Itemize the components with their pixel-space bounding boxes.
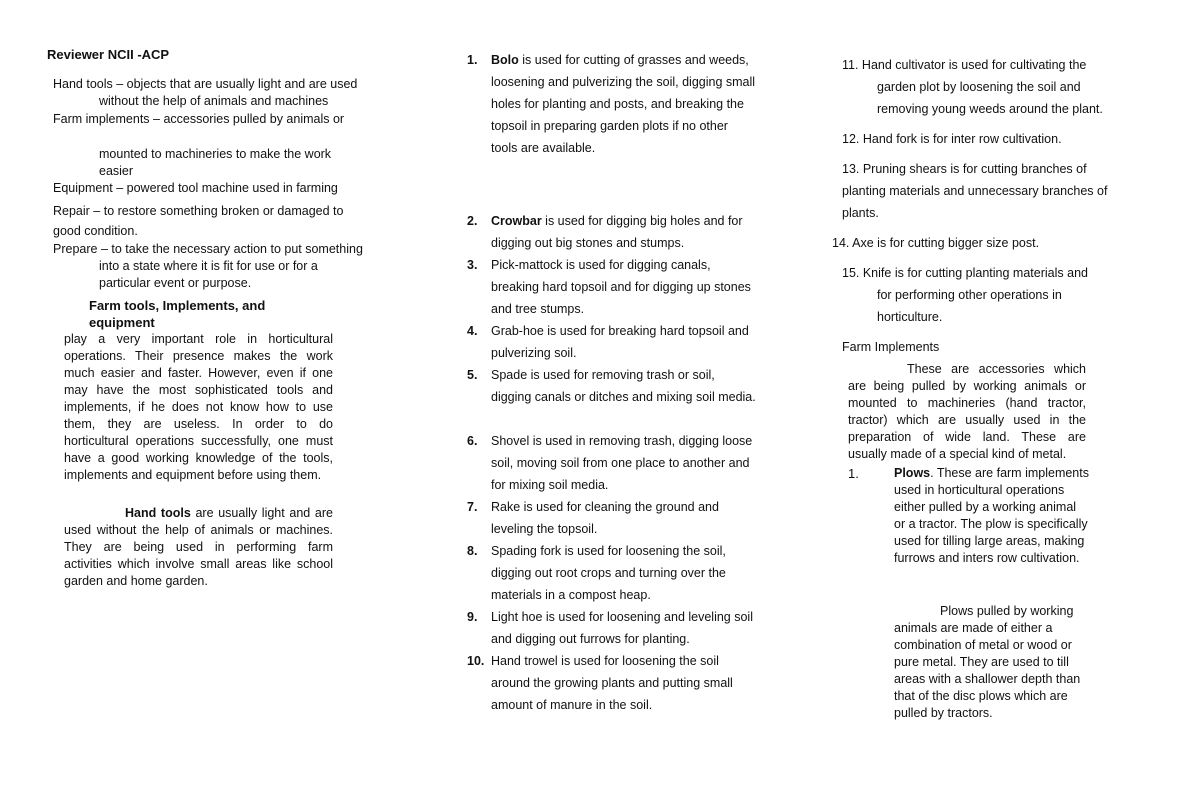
plows-paragraph-2: Plows pulled by working animals are made of either a combination of metal or wood or pure metal. They are used to till areas with a shallower depth than that of the disc plows which are pulled by tractors. <box>894 604 1081 720</box>
ftie-heading: Farm tools, Implements, and equipment <box>89 298 266 330</box>
tool-item-12: 12. Hand fork is for inter row cultivation. <box>842 132 1062 146</box>
tool-item-15: 15. Knife is for cutting planting materials and for performing other operations in horticulture. <box>842 266 1088 324</box>
tool-item-14: 14. Axe is for cutting bigger size post. <box>832 236 1040 250</box>
definition-farm-implements: Farm implements – accessories pulled by animals or <box>53 112 345 126</box>
hand-tools-heading: Hand tools <box>125 506 191 520</box>
tool-item-13: 13. Pruning shears is for cutting branches of planting materials and unnecessary branches of plants. <box>842 162 1108 220</box>
ftie-body: play a very important role in horticultural operations. Their presence makes the work much easier and faster. However, even if one may have the most sophisticated tools and implements, if he does not know how to use them, they are useless. In order to do horticultural operations successfully, one must have a good working knowledge of the tools, implements and equipment before using them. <box>64 332 333 482</box>
tool-item-4: 4. Grab-hoe is used for breaking hard topsoil and pulverizing soil. <box>467 324 749 360</box>
farm-implements-body: These are accessories which are being pulled by working animals or mounted to machineries (hand tractor, tractor) which are usually used in the preparation of wide land. These are usually made of a special kind of metal. <box>848 362 1086 461</box>
tool-item-1: 1. Bolo is used for cutting of grasses and weeds, loosening and pulverizing the soil, digging small holes for planting and posts, and breaking the topsoil in preparing garden plots if no other tools are available. <box>467 53 756 155</box>
hand-tools-body: are usually light and are used without the help of animals or machines. They are being used in performing farm activities which involve small areas like school garden and home garden. <box>64 506 333 588</box>
tool-item-7: 7. Rake is used for cleaning the ground and leveling the topsoil. <box>467 500 719 536</box>
definition-repair: Repair – to restore something broken or damaged to good condition. <box>53 204 344 238</box>
tool-item-11: 11. Hand cultivator is used for cultivating the garden plot by loosening the soil and removing young weeds around the plant. <box>842 58 1103 116</box>
ftie-paragraph <box>64 297 333 484</box>
definition-hand-tools: Hand tools – objects that are usually light and are used without the help of animals and machines <box>53 77 358 108</box>
definition-farm-implements-cont: mounted to machineries to make the work easier <box>99 147 332 178</box>
tool-item-5: 5. Spade is used for removing trash or soil, digging canals or ditches and mixing soil media. <box>467 368 756 404</box>
tool-item-10: 10. Hand trowel is used for loosening the soil around the growing plants and putting small amount of manure in the soil. <box>467 654 733 712</box>
plows-paragraph: Plows. These are farm implements used in horticultural operations either pulled by a working animal or a tractor. The plow is specifically used for tilling large areas, making furrows and inters row cultivation. <box>894 466 1089 565</box>
tool-item-2: 2. Crowbar is used for digging big holes and for digging out big stones and stumps. <box>467 214 743 250</box>
tool-item-6: 6. Shovel is used in removing trash, digging loose soil, moving soil from one place to another and for mixing soil media. <box>467 434 753 492</box>
document-title: Reviewer NCII -ACP <box>47 47 170 62</box>
tool-item-9: 9. Light hoe is used for loosening and leveling soil and digging out furrows for planting. <box>467 610 753 646</box>
plows-number: 1. <box>848 466 859 481</box>
hand-tools-paragraph <box>64 505 333 590</box>
farm-implements-heading: Farm Implements <box>842 340 940 354</box>
definition-equipment: Equipment – powered tool machine used in farming <box>53 181 338 195</box>
tool-item-8: 8. Spading fork is used for loosening the soil, digging out root crops and turning over the materials in a compost heap. <box>467 544 726 602</box>
tool-item-3: 3. Pick-mattock is used for digging canals, breaking hard topsoil and for digging up stones and tree stumps. <box>467 258 751 316</box>
plows-heading: Plows <box>894 466 931 480</box>
definition-prepare: Prepare – to take the necessary action to put something into a state where it is fit for use or for a particular event or purpose. <box>53 242 363 290</box>
